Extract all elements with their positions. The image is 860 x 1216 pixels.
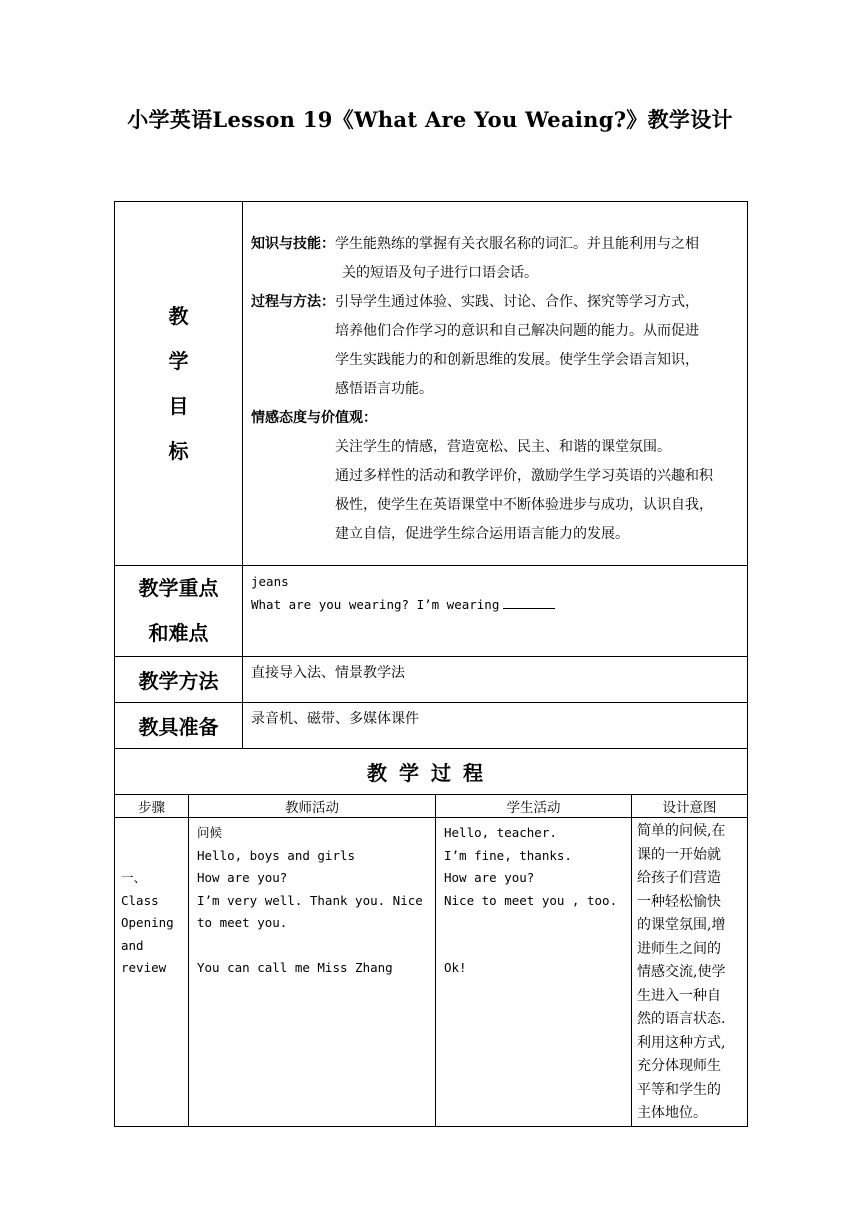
method-label: 教学方法 [115, 657, 243, 703]
intent-line: 简单的问候,在 [637, 823, 726, 839]
column-header-student: 学生活动 [436, 795, 632, 818]
document-title: 小学英语Lesson 19《What Are You Weaing?》教学设计 [127, 107, 733, 132]
student-line: Ok! [444, 960, 467, 975]
knowledge-heading: 知识与技能： [251, 236, 335, 252]
key-points-label-line: 和难点 [148, 621, 209, 645]
emotion-text: 建立自信，促进学生综合运用语言能力的发展。 [335, 526, 629, 542]
column-header-step: 步骤 [115, 795, 189, 818]
teacher-line: You can call me Miss Zhang [197, 960, 393, 975]
goals-label-char: 目 [168, 393, 189, 418]
emotion-text: 关注学生的情感，营造宽松、民主、和谐的课堂氛围。 [335, 439, 671, 455]
intent-line: 充分体现师生 [637, 1058, 721, 1074]
process-text: 感悟语言功能。 [335, 381, 433, 397]
tools-value: 录音机、磁带、多媒体课件 [243, 703, 748, 749]
knowledge-text: 学生能熟练的掌握有关衣服名称的词汇。并且能利用与之相 [335, 236, 699, 252]
process-heading: 过程与方法： [251, 294, 335, 310]
intent-line: 情感交流,使学 [637, 964, 726, 980]
intent-line: 然的语言状态. [637, 1011, 726, 1027]
process-table [114, 794, 748, 1127]
goals-label-char: 教 [168, 303, 189, 328]
teacher-activity-cell [189, 818, 436, 1127]
process-heading: 教学过程 [115, 749, 748, 795]
intent-line: 进师生之间的 [637, 940, 721, 957]
column-header-intent: 设计意图 [632, 795, 748, 818]
method-value: 直接导入法、情景教学法 [243, 657, 748, 703]
emotion-text: 通过多样性的活动和教学评价，激励学生学习英语的兴趣和积 [335, 468, 713, 484]
intent-line: 的课堂氛围,增 [637, 917, 726, 933]
answer-blank [503, 595, 555, 609]
goals-content [243, 202, 748, 566]
key-points-label-line: 教学重点 [138, 576, 219, 600]
goals-label-char: 学 [168, 348, 189, 373]
teacher-line: How are you? [197, 870, 288, 885]
process-text: 引导学生通过体验、实践、讨论、合作、探究等学习方式， [335, 294, 699, 310]
key-point-text: What are you wearing? I’m wearing [251, 597, 500, 612]
student-line: How are you? [444, 870, 535, 885]
intent-line: 平等和学生的 [637, 1081, 721, 1098]
student-line: Hello, teacher. [444, 825, 557, 840]
step-text: and [121, 937, 144, 953]
column-header-teacher: 教师活动 [189, 795, 436, 818]
student-activity-cell [436, 818, 632, 1127]
step-text: Class [121, 892, 159, 908]
goals-label-char: 标 [168, 438, 189, 463]
intent-line: 给孩子们营造 [637, 870, 721, 886]
process-text: 学生实践能力的和创新思维的发展。使学生学会语言知识， [335, 352, 699, 368]
emotion-text: 极性，使学生在英语课堂中不断体验进步与成功，认识自我， [335, 497, 713, 513]
step-text: Opening [121, 915, 174, 930]
student-line: I’m fine, thanks. [444, 847, 572, 863]
emotion-heading: 情感态度与价值观： [251, 410, 377, 426]
intent-line: 课的一开始就 [637, 846, 721, 863]
teacher-line: 问候 [197, 825, 223, 840]
process-text: 培养他们合作学习的意识和自己解决问题的能力。从而促进 [335, 323, 699, 339]
student-line: Nice to meet you , too. [444, 892, 618, 908]
teacher-line: Hello, boys and girls [197, 847, 356, 863]
step-text: review [121, 960, 167, 975]
intent-line: 生进入一种自 [637, 987, 721, 1004]
step-text: 一、 [121, 870, 147, 885]
teacher-line: I’m very well. Thank you. Nice [197, 892, 423, 908]
lesson-info-table [114, 201, 748, 795]
key-point-text: jeans [251, 574, 289, 589]
intent-line: 一种轻松愉快 [637, 893, 721, 910]
intent-line: 主体地位。 [637, 1105, 707, 1121]
teacher-line: to meet you. [197, 915, 288, 930]
key-points-content [243, 566, 748, 657]
knowledge-text: 关的短语及句子进行口语会话。 [342, 265, 538, 281]
step-cell [115, 818, 189, 1127]
key-points-label [115, 566, 243, 657]
goals-label [115, 202, 243, 566]
intent-line: 利用这种方式, [637, 1034, 726, 1051]
tools-label: 教具准备 [115, 703, 243, 749]
design-intent-cell [632, 818, 748, 1127]
